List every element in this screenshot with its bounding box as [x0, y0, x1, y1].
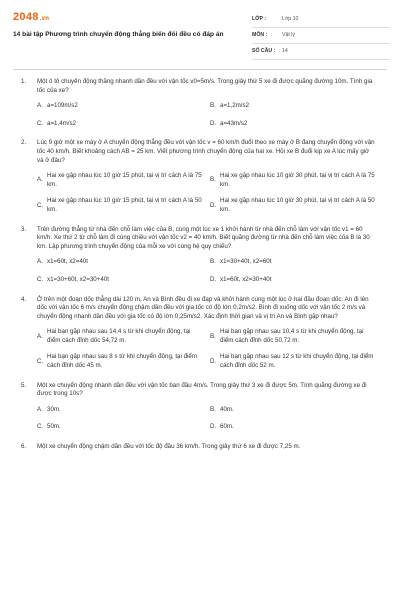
question	[21, 296, 377, 371]
document-title: 14 bài tập Phương trình chuyển động thẳng biến đổi đều có đáp án	[13, 31, 224, 38]
option-text: Hai bạn gặp nhau sau 14,4 s từ khi chuyển động, tại điểm cách đỉnh dốc 54,72 m.	[47, 328, 191, 344]
option-text: Hai xe gặp nhau lúc 10 giờ 30 phút, tại vị trí cách A là 50 km.	[220, 197, 375, 213]
question-number: 3.	[21, 225, 27, 233]
meta-key: SỐ CÂU :	[252, 48, 276, 54]
answer-option-d[interactable]	[210, 276, 383, 285]
option-label: D.	[210, 423, 217, 431]
answer-option-a[interactable]	[37, 406, 210, 415]
answer-options	[37, 258, 377, 284]
option-text: a=1,4m/s2	[47, 119, 77, 127]
answer-option-b[interactable]	[210, 172, 383, 189]
meta-key: MÔN :	[252, 32, 268, 38]
option-text: 50m.	[47, 423, 61, 431]
question-text: Lúc 9 giờ một xe máy ở A chuyển động thẳng đều với vận tốc v = 60 km/h đuổi theo xe máy ở B đang chuyển động với vận tốc 40 km/h. Biết khoảng cách AB = 25 km. Viết phương trình chuyển động của hai xe. Hỏi xe B đuổi kịp xe A lúc mấy giờ và ở đâu?	[37, 139, 375, 164]
option-label: D.	[210, 357, 217, 365]
answer-option-b[interactable]	[210, 406, 383, 415]
meta-value: Lớp 10	[282, 16, 299, 22]
question	[21, 443, 377, 452]
option-text: Hai bạn gặp nhau sau 8 s từ khi chuyển động, tại điểm cách đỉnh dốc 45 m.	[47, 353, 197, 370]
option-text: a=43m/s2	[220, 119, 248, 127]
option-text: 60m.	[220, 423, 234, 431]
option-text: 40m.	[220, 405, 234, 413]
answer-option-a[interactable]	[37, 258, 210, 267]
option-label: B.	[210, 102, 216, 110]
meta-value: Vật lý	[282, 32, 295, 38]
option-label: A.	[37, 176, 43, 184]
question-number: 1.	[21, 78, 27, 85]
option-text: Hai xe gặp nhau lúc 10 giờ 15 phút, tại vị trí cách A là 50 km.	[47, 197, 202, 213]
meta-row-count	[252, 44, 390, 60]
answer-options	[37, 172, 377, 214]
answer-options	[37, 406, 377, 432]
option-label: D.	[210, 275, 217, 283]
answer-option-a[interactable]	[37, 328, 210, 345]
option-label: A.	[37, 258, 43, 266]
question-number: 6.	[21, 443, 27, 451]
answer-option-d[interactable]	[210, 353, 383, 370]
option-text: 30m.	[47, 405, 61, 413]
answer-option-c[interactable]	[37, 423, 210, 432]
answer-options	[37, 328, 377, 370]
option-label: B.	[210, 258, 216, 266]
option-label: C.	[37, 423, 44, 431]
question	[21, 139, 377, 214]
option-text: Hai bạn gặp nhau sau 10,4 s từ khi chuyển động, tại điểm cách đỉnh dốc 50,72 m.	[220, 328, 364, 344]
option-label: C.	[37, 275, 44, 283]
option-label: A.	[37, 332, 43, 340]
document-header	[0, 0, 400, 62]
option-label: C.	[37, 201, 44, 209]
answer-option-a[interactable]	[37, 102, 210, 111]
option-text: x1=30+60t, x2=30+40t	[47, 275, 109, 283]
question-list	[0, 78, 400, 600]
meta-row-subject	[252, 28, 390, 44]
answer-option-d[interactable]	[210, 120, 383, 129]
question-number: 5.	[21, 381, 27, 389]
option-text: a=109m/s2	[47, 102, 78, 110]
answer-option-c[interactable]	[37, 120, 210, 129]
option-text: Hai xe gặp nhau lúc 10 giờ 30 phút, tại vị trí cách A là 75 km.	[220, 172, 375, 188]
meta-key: LỚP :	[252, 16, 267, 22]
option-label: B.	[210, 176, 216, 184]
answer-option-d[interactable]	[210, 423, 383, 432]
option-text: Hai bạn gặp nhau sau 12 s từ khi chuyển động, tại điểm cách đỉnh dốc 52 m.	[220, 353, 374, 370]
option-text: x1=60t, x2=30+40t	[220, 275, 272, 283]
question-number: 4.	[21, 295, 27, 303]
option-text: Hai xe gặp nhau lúc 10 giờ 15 phút, tại vị trí cách A là 75 km.	[47, 172, 202, 188]
option-label: C.	[37, 119, 44, 127]
document-meta	[252, 12, 390, 60]
question	[21, 226, 377, 285]
answer-option-c[interactable]	[37, 353, 210, 370]
answer-option-d[interactable]	[210, 197, 383, 214]
option-label: A.	[37, 405, 43, 413]
option-text: x1=30+40t, x2=60t	[220, 258, 272, 266]
option-label: B.	[210, 332, 216, 340]
question-text: Trên đường thẳng từ nhà đến chỗ làm việc của B, cùng một lúc xe 1 khởi hành từ nhà đến chỗ làm với vận tốc v1 = 60 km/h. Xe thứ 2 từ chỗ làm đi cùng chiều với vận tốc v2 = 40 km/h. Biết quãng đường từ nhà đến chỗ làm việc của B là 30 km. Lập phương trình chuyển động của mỗi xe với cùng hệ quy chiếu?	[37, 225, 370, 250]
question-text: Ở trên một đoạn dốc thẳng dài 120 m, An và Bình đều đi xe đạp và khởi hành cùng một lúc ở hai đầu đoạn dốc. An đi lên dốc với vận tốc 6 m/s chuyển động chậm dần đều với gia tốc có độ lớn 0,2m/s2. Bình đi xuống dốc với vận tốc 2 m/s và chuyển động nhanh dần đều với gia tốc có độ lớn 0,25m/s2. Xác định thời gian và vị trí An và Bình gặp nhau?	[37, 295, 369, 320]
option-label: A.	[37, 102, 43, 110]
question	[21, 78, 377, 128]
meta-value: 14	[282, 48, 288, 54]
site-logo[interactable]	[13, 11, 49, 23]
header-divider	[13, 69, 387, 70]
answer-option-c[interactable]	[37, 197, 210, 214]
answer-options	[37, 102, 377, 128]
answer-option-b[interactable]	[210, 102, 383, 111]
option-label: C.	[37, 357, 44, 365]
answer-option-a[interactable]	[37, 172, 210, 189]
answer-option-c[interactable]	[37, 276, 210, 285]
question-text: Một xe chuyển động nhanh dần đều với vận tốc ban đầu 4m/s. Trong giây thứ 3 xe đi được 5m. Tính quãng đường xe đi được trong 10s?	[37, 381, 367, 398]
question-number: 2.	[21, 139, 27, 147]
question	[21, 382, 377, 432]
logo-suffix: .vn	[39, 16, 50, 22]
option-text: a=1,2m/s2	[220, 102, 250, 110]
option-label: B.	[210, 405, 216, 413]
question-text: Một ô tô chuyển động thẳng nhanh dần đều với vận tốc v0=5m/s. Trong giây thứ 5 xe đi được quãng đường 10m. Tính gia tốc của xe?	[37, 78, 373, 94]
option-text: x1=60t, x2=40t	[47, 258, 88, 266]
answer-option-b[interactable]	[210, 258, 383, 267]
meta-row-class	[252, 12, 390, 28]
answer-option-b[interactable]	[210, 328, 383, 345]
question-text: Một xe chuyển động chậm dần đều với tốc độ đầu 36 km/h. Trong giây thứ 6 xe đi được 7,25 m.	[37, 443, 301, 451]
option-label: D.	[210, 201, 217, 209]
logo-text: 2048	[13, 11, 39, 23]
option-label: D.	[210, 119, 217, 127]
